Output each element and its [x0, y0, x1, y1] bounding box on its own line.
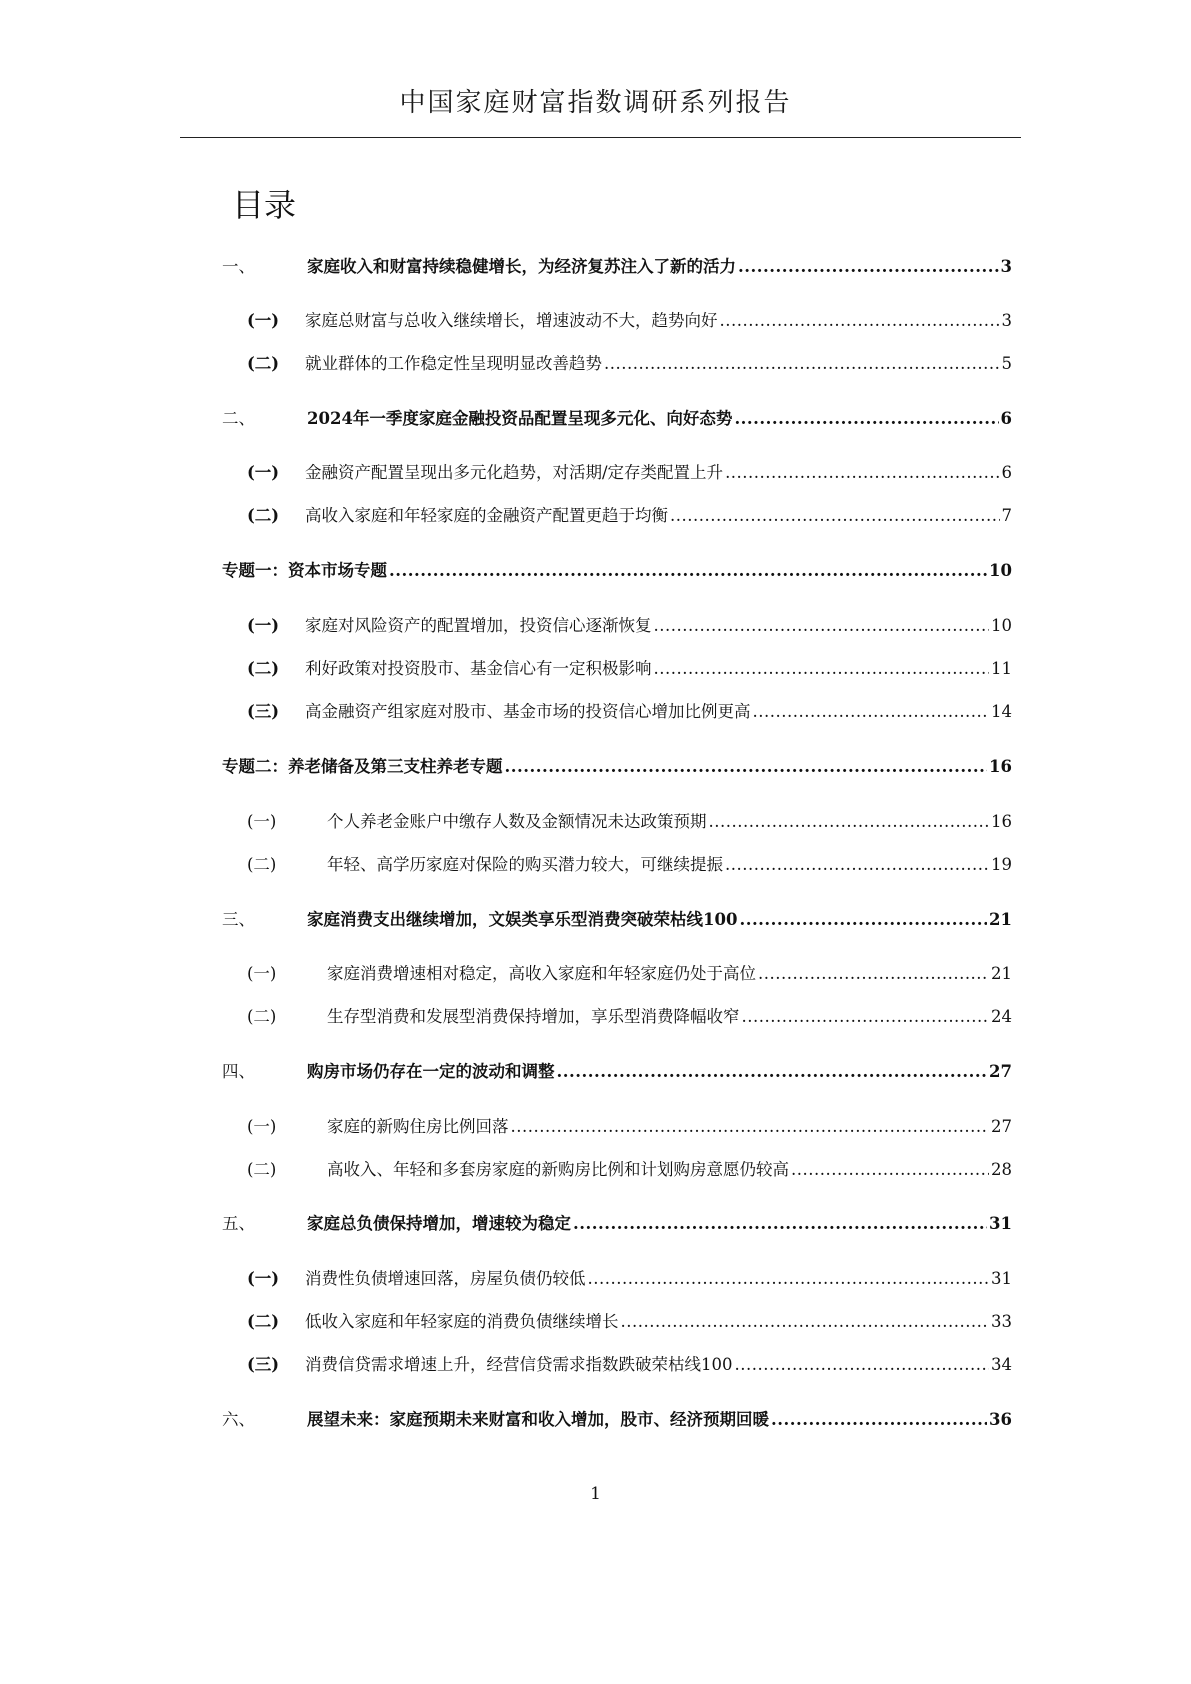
- toc-entry-number: (三): [247, 1355, 280, 1374]
- toc-entry-text: 高收入家庭和年轻家庭的金融资产配置更趋于均衡: [305, 506, 668, 525]
- page-number: 1: [590, 1484, 601, 1504]
- toc-entry[interactable]: [222, 458, 1012, 488]
- toc-entry-page: 28: [991, 1160, 1012, 1179]
- toc-entry[interactable]: [222, 501, 1012, 531]
- toc-entry-text: 家庭总负债保持增加，增速较为稳定: [307, 1214, 571, 1233]
- toc-leader-dots: [735, 1350, 990, 1380]
- toc-entry-page: 5: [1001, 354, 1012, 373]
- toc-entry-page: 34: [991, 1355, 1012, 1374]
- toc-leader-dots: [742, 1002, 990, 1032]
- toc-leader-dots: [739, 905, 987, 935]
- toc-entry-text: 2024年一季度家庭金融投资品配置呈现多元化、向好态势: [307, 409, 733, 428]
- toc-entry-text: 利好政策对投资股市、基金信心有一定积极影响: [305, 659, 652, 678]
- toc-entry-page: 14: [991, 702, 1012, 721]
- toc-entry-page: 36: [989, 1410, 1012, 1429]
- toc-entry-page: 21: [991, 964, 1012, 983]
- toc-entry-number: (三): [247, 702, 280, 721]
- toc-entry-page: 3: [1001, 311, 1012, 330]
- toc-leader-dots: [758, 959, 989, 989]
- toc-leader-dots: [588, 1264, 990, 1294]
- toc-entry[interactable]: [222, 1209, 1012, 1239]
- toc-title: 目录: [232, 186, 297, 224]
- toc-entry[interactable]: [222, 905, 1012, 935]
- toc-entry[interactable]: [222, 306, 1012, 336]
- toc-entry-page: 11: [991, 659, 1012, 678]
- toc-entry-text: 家庭对风险资产的配置增加，投资信心逐渐恢复: [305, 616, 652, 635]
- toc-entry-number: 五、: [222, 1214, 255, 1233]
- toc-leader-dots: [389, 556, 987, 586]
- toc-leader-dots: [511, 1112, 990, 1142]
- toc-entry[interactable]: [222, 1264, 1012, 1294]
- toc-entry-text: 消费信贷需求增速上升，经营信贷需求指数跌破荣枯线100: [305, 1355, 733, 1374]
- toc-leader-dots: [753, 697, 990, 727]
- toc-entry-number: 四、: [222, 1062, 255, 1081]
- toc-entry-page: 10: [989, 561, 1012, 580]
- toc-entry-number: (二): [247, 1007, 277, 1026]
- toc-entry[interactable]: [222, 349, 1012, 379]
- toc-entry[interactable]: [222, 1057, 1012, 1087]
- toc-entry-page: 31: [991, 1269, 1012, 1288]
- toc-entry-page: 7: [1001, 506, 1012, 525]
- toc-entry-page: 6: [1000, 409, 1012, 428]
- toc-entry-number: (二): [247, 1160, 277, 1179]
- toc-entry-page: 21: [989, 910, 1012, 929]
- toc-entry-number: (一): [247, 463, 280, 482]
- toc-leader-dots: [557, 1057, 988, 1087]
- toc-leader-dots: [621, 1307, 990, 1337]
- toc-entry[interactable]: [222, 959, 1012, 989]
- toc-entry[interactable]: [222, 1307, 1012, 1337]
- toc-leader-dots: [709, 807, 990, 837]
- toc-entry[interactable]: [222, 1350, 1012, 1380]
- toc-entry-text: 家庭的新购住房比例回落: [327, 1117, 509, 1136]
- toc-entry-text: 家庭收入和财富持续稳健增长，为经济复苏注入了新的活力: [307, 257, 736, 276]
- toc-leader-dots: [670, 501, 1000, 531]
- toc-entry-page: 6: [1001, 463, 1012, 482]
- toc-entry-text: 就业群体的工作稳定性呈现明显改善趋势: [305, 354, 602, 373]
- toc-entry[interactable]: [222, 697, 1012, 727]
- toc-leader-dots: [771, 1405, 987, 1435]
- toc-leader-dots: [791, 1155, 989, 1185]
- toc-entry-text: 高金融资产组家庭对股市、基金市场的投资信心增加比例更高: [305, 702, 751, 721]
- toc-entry-text: 个人养老金账户中缴存人数及金额情况未达政策预期: [327, 812, 707, 831]
- toc-entry-text: 家庭消费支出继续增加，文娱类享乐型消费突破荣枯线100: [307, 910, 738, 929]
- toc-entry-text: 购房市场仍存在一定的波动和调整: [307, 1062, 555, 1081]
- toc-entry-number: (一): [247, 1269, 280, 1288]
- toc-entry[interactable]: [222, 611, 1012, 641]
- toc-entry-page: 27: [989, 1062, 1012, 1081]
- toc-entry-number: (二): [247, 506, 280, 525]
- toc-entry-page: 3: [1000, 257, 1012, 276]
- toc-entry[interactable]: [222, 1405, 1012, 1435]
- toc-list: [222, 0, 1012, 1684]
- toc-leader-dots: [725, 458, 999, 488]
- toc-entry-number: (一): [247, 964, 277, 983]
- toc-entry-number: 二、: [222, 409, 255, 428]
- toc-entry-number: (二): [247, 354, 280, 373]
- toc-entry-text: 低收入家庭和年轻家庭的消费负债继续增长: [305, 1312, 619, 1331]
- toc-entry[interactable]: [222, 1155, 1012, 1185]
- toc-leader-dots: [573, 1209, 987, 1239]
- toc-leader-dots: [725, 850, 989, 880]
- toc-entry-page: 33: [991, 1312, 1012, 1331]
- toc-entry-number: (一): [247, 1117, 277, 1136]
- toc-entry-text: 家庭消费增速相对稳定，高收入家庭和年轻家庭仍处于高位: [327, 964, 756, 983]
- toc-entry[interactable]: [222, 1112, 1012, 1142]
- toc-entry-page: 16: [991, 812, 1012, 831]
- toc-leader-dots: [720, 306, 1000, 336]
- toc-entry-text: 家庭总财富与总收入继续增长，增速波动不大，趋势向好: [305, 311, 718, 330]
- toc-entry-text: 生存型消费和发展型消费保持增加，享乐型消费降幅收窄: [327, 1007, 740, 1026]
- toc-entry-text: 专题二：养老储备及第三支柱养老专题: [222, 757, 503, 776]
- toc-entry-number: (二): [247, 659, 280, 678]
- toc-entry-text: 高收入、年轻和多套房家庭的新购房比例和计划购房意愿仍较高: [327, 1160, 789, 1179]
- toc-entry-page: 27: [991, 1117, 1012, 1136]
- toc-entry[interactable]: [222, 404, 1012, 434]
- toc-entry-page: 24: [991, 1007, 1012, 1026]
- toc-entry-text: 金融资产配置呈现出多元化趋势，对活期/定存类配置上升: [305, 463, 724, 482]
- toc-entry-number: (一): [247, 311, 280, 330]
- toc-entry-number: 六、: [222, 1410, 255, 1429]
- toc-leader-dots: [738, 252, 999, 282]
- toc-entry[interactable]: [222, 850, 1012, 880]
- toc-entry-page: 19: [991, 855, 1012, 874]
- toc-entry-text: 年轻、高学历家庭对保险的购买潜力较大，可继续提振: [327, 855, 723, 874]
- toc-leader-dots: [654, 611, 990, 641]
- toc-entry-number: (二): [247, 855, 277, 874]
- toc-entry-number: (一): [247, 812, 277, 831]
- toc-entry[interactable]: [222, 654, 1012, 684]
- toc-entry-page: 10: [991, 616, 1012, 635]
- toc-leader-dots: [654, 654, 990, 684]
- toc-leader-dots: [505, 752, 988, 782]
- report-header-title: 中国家庭财富指数调研系列报告: [399, 88, 792, 118]
- toc-entry-text: 专题一：资本市场专题: [222, 561, 387, 580]
- toc-entry-text: 消费性负债增速回落，房屋负债仍较低: [305, 1269, 586, 1288]
- toc-entry-number: 三、: [222, 910, 255, 929]
- toc-entry[interactable]: [222, 252, 1012, 282]
- toc-leader-dots: [604, 349, 1000, 379]
- toc-entry-page: 31: [989, 1214, 1012, 1233]
- toc-entry-number: (一): [247, 616, 280, 635]
- toc-entry[interactable]: [222, 752, 1012, 782]
- toc-leader-dots: [734, 404, 998, 434]
- toc-entry[interactable]: [222, 1002, 1012, 1032]
- toc-entry[interactable]: [222, 556, 1012, 586]
- toc-entry-number: (二): [247, 1312, 280, 1331]
- toc-entry-text: 展望未来：家庭预期未来财富和收入增加，股市、经济预期回暖: [307, 1410, 769, 1429]
- toc-entry[interactable]: [222, 807, 1012, 837]
- toc-entry-number: 一、: [222, 257, 255, 276]
- toc-entry-page: 16: [989, 757, 1012, 776]
